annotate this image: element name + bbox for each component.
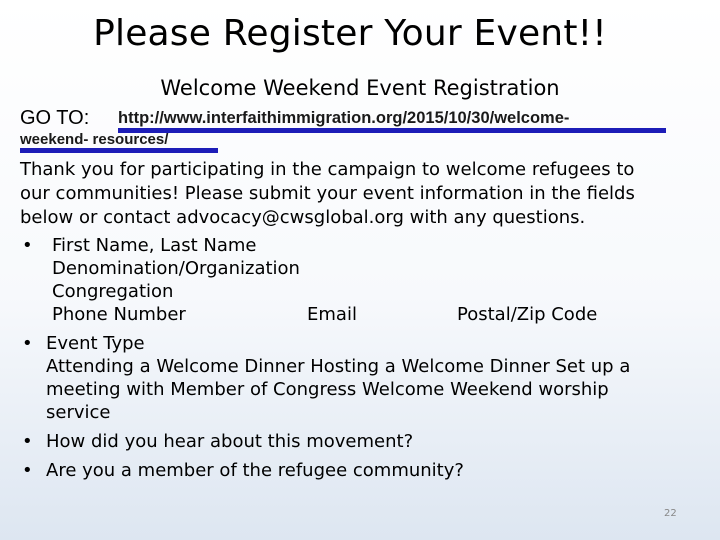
registration-link[interactable]: http://www.interfaithimmigration.org/2015/10/30/welcome- [118, 109, 570, 127]
question-item: Are you a member of the refugee community? [46, 460, 464, 481]
field-postal: Postal/Zip Code [457, 304, 598, 325]
field-denomination: Denomination/Organization [52, 258, 300, 279]
field-congregation: Congregation [52, 281, 174, 302]
event-type-options-line: Attending a Welcome Dinner Hosting a Welcome Dinner Set up a [46, 356, 631, 377]
bullet-icon: • [22, 235, 33, 256]
event-type-label: Event Type [46, 333, 145, 354]
registration-link-continued[interactable]: weekend- resources/ [20, 131, 169, 148]
event-type-options-line: meeting with Member of Congress Welcome Weekend worship [46, 379, 609, 400]
bullet-icon: • [22, 431, 33, 452]
event-type-options-line: service [46, 402, 111, 423]
bullet-icon: • [22, 333, 33, 354]
question-item: How did you hear about this movement? [46, 431, 414, 452]
slide-title: Please Register Your Event!! [93, 13, 607, 54]
bullet-icon: • [22, 460, 33, 481]
intro-paragraph [20, 158, 635, 230]
intro-line: below or contact advocacy@cwsglobal.org with any questions. [20, 207, 586, 228]
field-email: Email [307, 304, 357, 325]
slide-subtitle: Welcome Weekend Event Registration [160, 76, 560, 100]
field-name: First Name, Last Name [52, 235, 257, 256]
page-number: 22 [664, 508, 677, 519]
intro-line: our communities! Please submit your event information in the fields [20, 183, 635, 204]
field-phone: Phone Number [52, 304, 186, 325]
intro-line: Thank you for participating in the campaign to welcome refugees to [20, 159, 635, 180]
goto-label: GO TO: [20, 107, 90, 129]
